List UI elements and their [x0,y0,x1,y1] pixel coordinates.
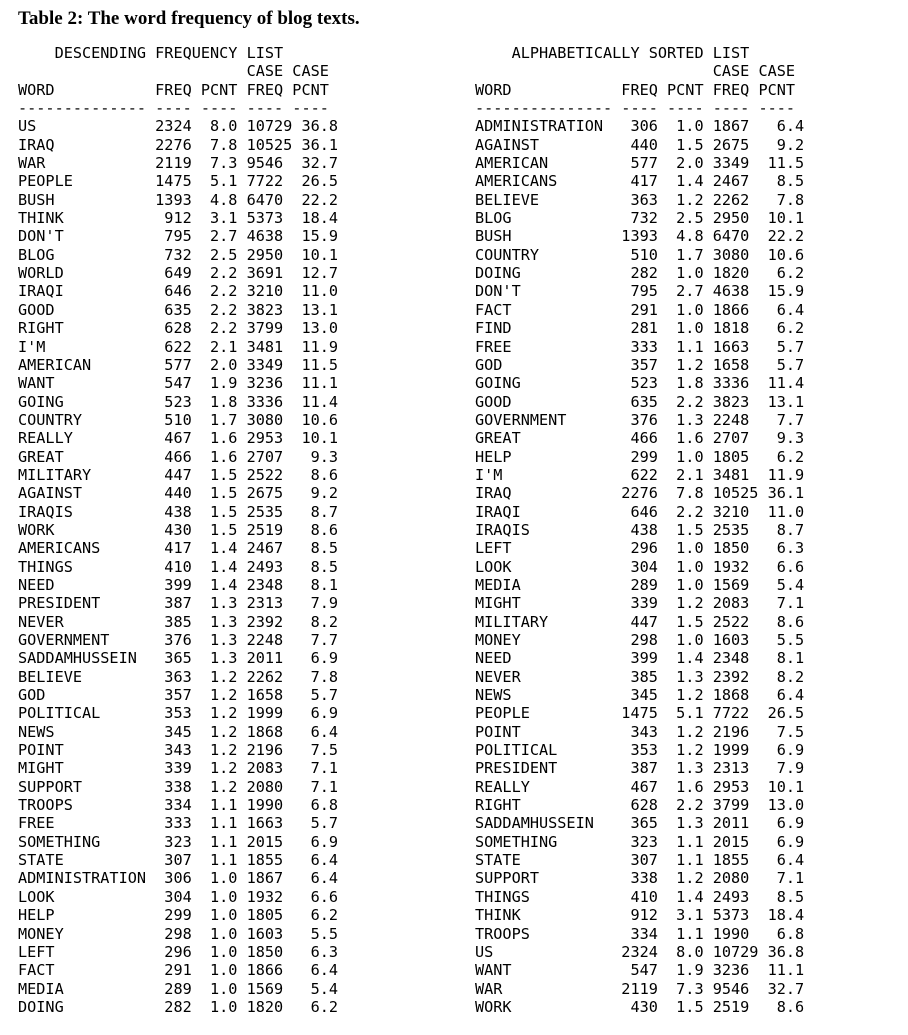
table-row: RIGHT 628 2.2 3799 13.0 [18,319,339,338]
table-row: GOING 523 1.8 3336 11.4 [18,392,339,411]
table-row: SOMETHING 323 1.1 2015 6.9 [475,832,805,851]
table-row: NEED 399 1.4 2348 8.1 [18,575,339,594]
table-row: DON'T 795 2.7 4638 15.9 [475,282,805,301]
table-row: IRAQ 2276 7.8 10525 36.1 [475,484,805,503]
left-header-case: CASE CASE [18,62,329,81]
table-row: IRAQI 646 2.2 3210 11.0 [475,502,805,521]
table-row: THINK 912 3.1 5373 18.4 [18,209,339,228]
table-row: POLITICAL 353 1.2 1999 6.9 [18,704,339,723]
table-row: BUSH 1393 4.8 6470 22.2 [18,190,339,209]
table-row: THINK 912 3.1 5373 18.4 [475,906,805,925]
table-row: NEWS 345 1.2 1868 6.4 [475,686,805,705]
table-row: GOOD 635 2.2 3823 13.1 [18,300,339,319]
table-row: NEVER 385 1.3 2392 8.2 [18,612,339,631]
right-list-title: ALPHABETICALLY SORTED LIST [475,44,750,62]
table-row: LEFT 296 1.0 1850 6.3 [18,942,339,961]
table-row: MIGHT 339 1.2 2083 7.1 [475,594,805,613]
table-row: ADMINISTRATION 306 1.0 1867 6.4 [18,869,339,888]
table-row: NEED 399 1.4 2348 8.1 [475,649,805,668]
table-row: DOING 282 1.0 1820 6.2 [475,264,805,283]
table-row: WANT 547 1.9 3236 11.1 [475,961,805,980]
table-row: REALLY 467 1.6 2953 10.1 [18,429,339,448]
table-row: SADDAMHUSSEIN 365 1.3 2011 6.9 [18,649,339,668]
left-header-cols: WORD FREQ PCNT FREQ PCNT [18,80,329,99]
table-row: I'M 622 2.1 3481 11.9 [475,465,805,484]
table-row: POINT 343 1.2 2196 7.5 [475,722,805,741]
table-row: GOVERNMENT 376 1.3 2248 7.7 [18,631,339,649]
table-row: AMERICANS 417 1.4 2467 8.5 [18,539,339,558]
table-row: HELP 299 1.0 1805 6.2 [18,906,339,925]
table-row: REALLY 467 1.6 2953 10.1 [475,777,805,796]
table-row: RIGHT 628 2.2 3799 13.0 [475,796,805,815]
table-row: WAR 2119 7.3 9546 32.7 [475,979,805,998]
table-row: AMERICAN 577 2.0 3349 11.5 [475,154,805,173]
table-caption: Table 2: The word frequency of blog texts. [18,8,360,29]
table-row: BLOG 732 2.5 2950 10.1 [18,245,339,264]
table-row: HELP 299 1.0 1805 6.2 [475,447,805,466]
table-row: FACT 291 1.0 1866 6.4 [475,300,805,319]
table-row: US 2324 8.0 10729 36.8 [475,942,805,961]
table-row: BELIEVE 363 1.2 2262 7.8 [18,667,339,686]
table-row: GOD 357 1.2 1658 5.7 [18,686,339,705]
table-row: LOOK 304 1.0 1932 6.6 [475,557,805,576]
table-row: US 2324 8.0 10729 36.8 [18,117,339,136]
table-row: COUNTRY 510 1.7 3080 10.6 [475,245,805,264]
table-row: FACT 291 1.0 1866 6.4 [18,961,339,980]
table-row: DOING 282 1.0 1820 6.2 [18,997,339,1016]
table-row: BUSH 1393 4.8 6470 22.2 [475,227,805,246]
table-row: THINGS 410 1.4 2493 8.5 [475,887,805,906]
table-row: SADDAMHUSSEIN 365 1.3 2011 6.9 [475,814,805,833]
table-row: PRESIDENT 387 1.3 2313 7.9 [475,759,805,778]
table-row: NEVER 385 1.3 2392 8.2 [475,667,805,686]
table-row: DON'T 795 2.7 4638 15.9 [18,227,339,246]
table-row: TROOPS 334 1.1 1990 6.8 [18,796,339,815]
table-row: GREAT 466 1.6 2707 9.3 [475,429,805,448]
table-row: SOMETHING 323 1.1 2015 6.9 [18,832,339,851]
table-row: WAR 2119 7.3 9546 32.7 [18,154,339,173]
table-row: FREE 333 1.1 1663 5.7 [475,337,805,356]
right-separator: --------------- ---- ---- ---- ---- [475,99,796,118]
table-row: BELIEVE 363 1.2 2262 7.8 [475,190,805,209]
table-row: THINGS 410 1.4 2493 8.5 [18,557,339,576]
table-row: GOVERNMENT 376 1.3 2248 7.7 [475,410,805,429]
table-row: WORK 430 1.5 2519 8.6 [475,997,805,1016]
table-row: IRAQ 2276 7.8 10525 36.1 [18,135,339,154]
table-row: GOING 523 1.8 3336 11.4 [475,374,805,393]
table-row: I'M 622 2.1 3481 11.9 [18,337,339,356]
table-row: PRESIDENT 387 1.3 2313 7.9 [18,594,339,613]
table-row: PEOPLE 1475 5.1 7722 26.5 [475,704,805,723]
table-row: SUPPORT 338 1.2 2080 7.1 [475,869,805,888]
table-row: IRAQIS 438 1.5 2535 8.7 [475,520,805,539]
table-row: FREE 333 1.1 1663 5.7 [18,814,339,833]
table-row: AGAINST 440 1.5 2675 9.2 [18,484,339,503]
table-row: IRAQI 646 2.2 3210 11.0 [18,282,339,301]
table-row: AMERICAN 577 2.0 3349 11.5 [18,355,339,374]
left-separator: -------------- ---- ---- ---- ---- [18,99,329,118]
table-row: MEDIA 289 1.0 1569 5.4 [475,575,805,594]
table-row: WANT 547 1.9 3236 11.1 [18,374,339,393]
table-row: BLOG 732 2.5 2950 10.1 [475,209,805,228]
table-row: MONEY 298 1.0 1603 5.5 [475,631,805,649]
table-row: WORLD 649 2.2 3691 12.7 [18,264,339,283]
table-row: MILITARY 447 1.5 2522 8.6 [475,612,805,631]
table-row: POINT 343 1.2 2196 7.5 [18,741,339,760]
table-row: MILITARY 447 1.5 2522 8.6 [18,465,339,484]
right-header-cols: WORD FREQ PCNT FREQ PCNT [475,80,796,99]
table-row: AMERICANS 417 1.4 2467 8.5 [475,172,805,191]
table-row: STATE 307 1.1 1855 6.4 [18,851,339,870]
alphabetical-list [475,44,804,1016]
table-row: LEFT 296 1.0 1850 6.3 [475,539,805,558]
table-row: ADMINISTRATION 306 1.0 1867 6.4 [475,117,805,136]
table-row: PEOPLE 1475 5.1 7722 26.5 [18,172,339,191]
table-row: COUNTRY 510 1.7 3080 10.6 [18,410,339,429]
table-row: IRAQIS 438 1.5 2535 8.7 [18,502,339,521]
table-row: GREAT 466 1.6 2707 9.3 [18,447,339,466]
table-row: MEDIA 289 1.0 1569 5.4 [18,979,339,998]
table-row: MIGHT 339 1.2 2083 7.1 [18,759,339,778]
table-row: SUPPORT 338 1.2 2080 7.1 [18,777,339,796]
descending-frequency-list [18,44,338,1016]
right-header-case: CASE CASE [475,62,796,81]
table-row: POLITICAL 353 1.2 1999 6.9 [475,741,805,760]
table-row: FIND 281 1.0 1818 6.2 [475,319,805,338]
table-row: GOD 357 1.2 1658 5.7 [475,355,805,374]
table-row: MONEY 298 1.0 1603 5.5 [18,924,339,943]
table-row: WORK 430 1.5 2519 8.6 [18,520,339,539]
table-row: TROOPS 334 1.1 1990 6.8 [475,924,805,943]
table-row: STATE 307 1.1 1855 6.4 [475,851,805,870]
left-list-title: DESCENDING FREQUENCY LIST [18,44,284,62]
table-row: NEWS 345 1.2 1868 6.4 [18,722,339,741]
table-row: GOOD 635 2.2 3823 13.1 [475,392,805,411]
table-row: AGAINST 440 1.5 2675 9.2 [475,135,805,154]
table-row: LOOK 304 1.0 1932 6.6 [18,887,339,906]
